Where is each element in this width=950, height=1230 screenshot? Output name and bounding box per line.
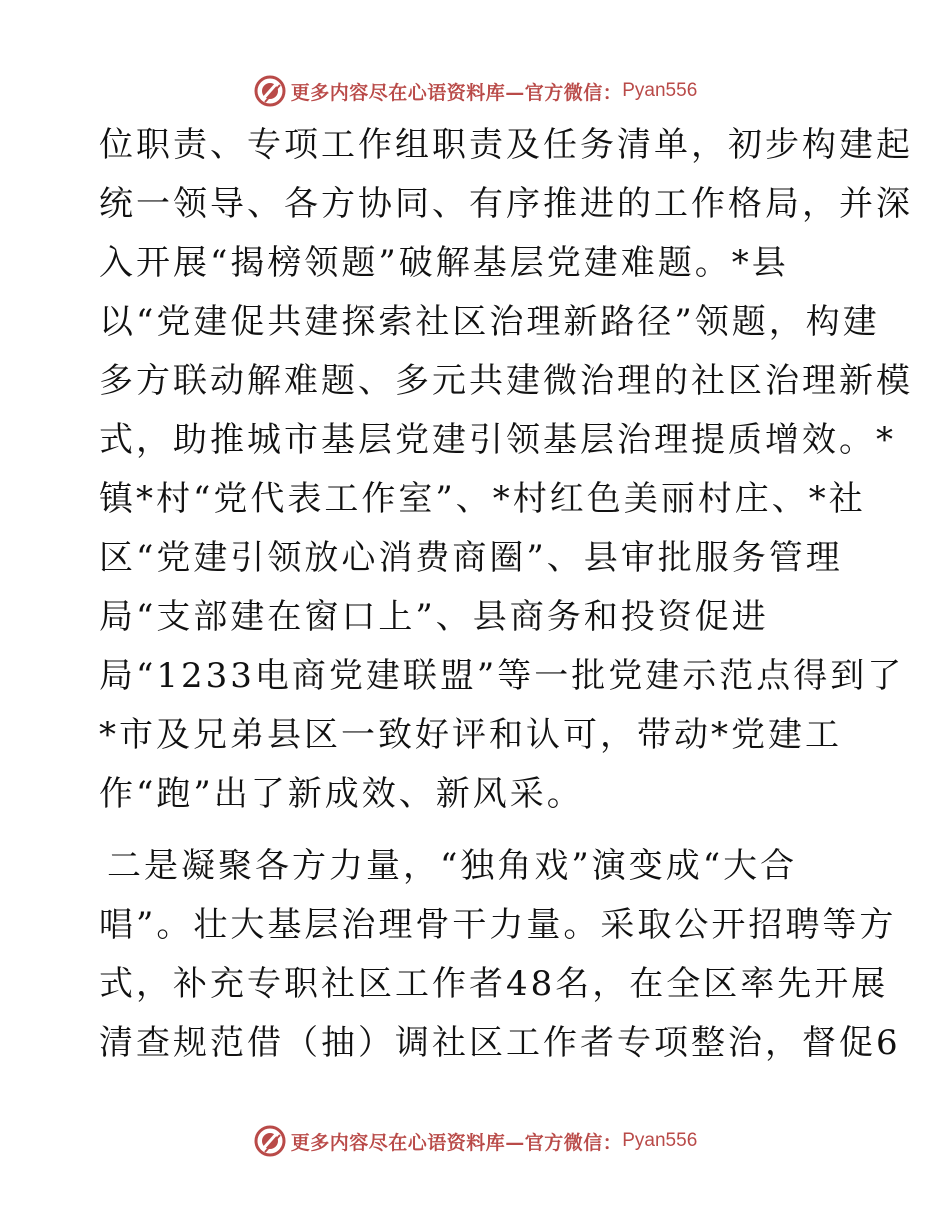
- text-line: 入开展“揭榜领题”破解基层党建难题。*县: [99, 243, 789, 283]
- text-line: 多方联动解难题、多元共建微治理的社区治理新模: [99, 361, 913, 401]
- text-line: *市及兄弟县区一致好评和认可，带动*党建工: [99, 715, 842, 755]
- paragraph-1: [99, 116, 913, 824]
- text-line: 作“跑”出了新成效、新风采。: [99, 774, 584, 814]
- watermark-account: Pyan556: [622, 1130, 698, 1151]
- text-line: 二是凝聚各方力量，“独角戏”演变成“大合: [107, 846, 798, 886]
- watermark-account: Pyan556: [622, 80, 698, 101]
- seal-logo-icon: [253, 1124, 287, 1158]
- header-watermark: [0, 71, 950, 111]
- text-line: 局“1233电商党建联盟”等一批党建示范点得到了: [99, 656, 905, 696]
- text-line: 位职责、专项工作组职责及任务清单，初步构建起: [99, 125, 913, 165]
- text-line: 式，助推城市基层党建引领基层治理提质增效。*: [99, 420, 896, 460]
- paragraph-gap: [99, 824, 859, 837]
- text-line: 统一领导、各方协同、有序推进的工作格局，并深: [99, 184, 913, 224]
- document-body: [99, 116, 913, 1073]
- seal-logo-icon: [253, 74, 287, 108]
- paragraph-2: [99, 837, 901, 1073]
- text-line: 式，补充专职社区工作者48名，在全区率先开展: [99, 964, 889, 1004]
- footer-watermark: [0, 1121, 950, 1161]
- text-line: 镇*村“党代表工作室”、*村红色美丽村庄、*社: [99, 479, 866, 519]
- watermark-text: 更多内容尽在心语资料库—官方微信：: [290, 1131, 623, 1154]
- text-line: 以“党建促共建探索社区治理新路径”领题，构建: [99, 302, 880, 342]
- text-line: 区“党建引领放心消费商圈”、县审批服务管理: [99, 538, 843, 578]
- watermark-text: 更多内容尽在心语资料库—官方微信：: [290, 81, 623, 104]
- text-line: 清查规范借（抽）调社区工作者专项整治，督促6: [99, 1023, 901, 1063]
- text-line: 局“支部建在窗口上”、县商务和投资促进: [99, 597, 769, 637]
- text-line: 唱”。壮大基层治理骨干力量。采取公开招聘等方: [99, 905, 897, 945]
